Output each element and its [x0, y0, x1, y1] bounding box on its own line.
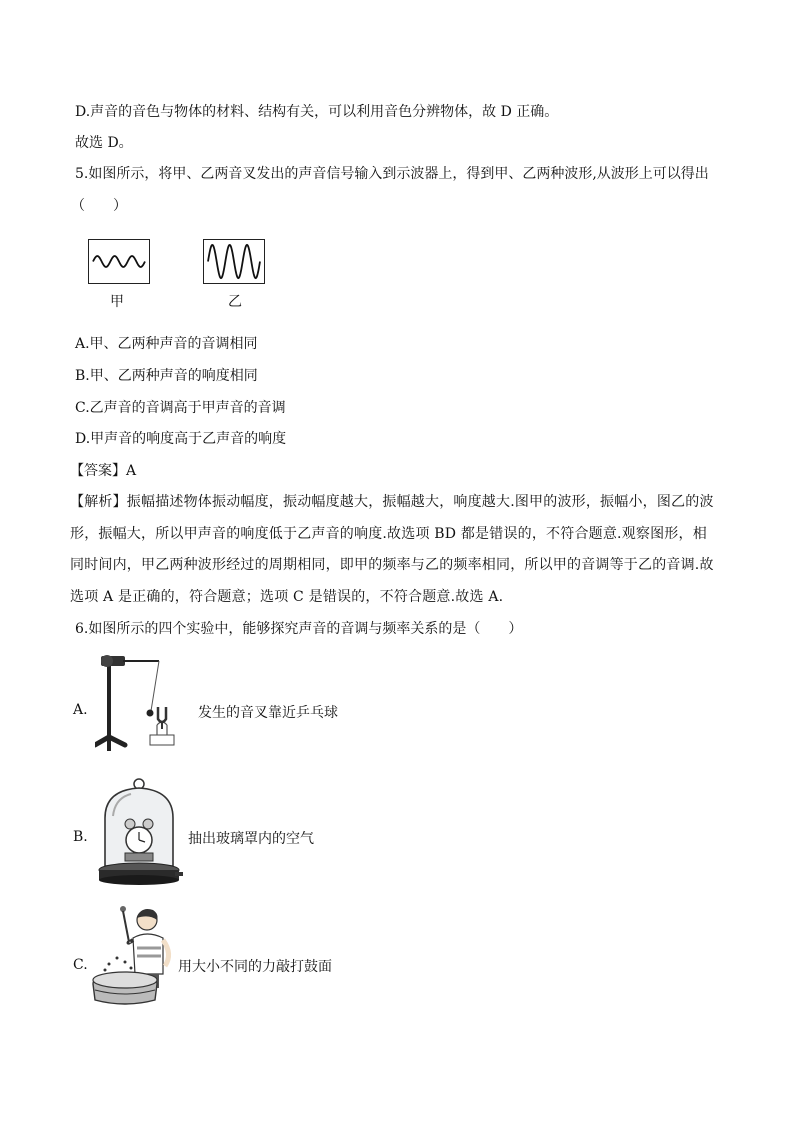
q6-option-c-caption: 用大小不同的力敲打鼓面 — [178, 959, 332, 975]
bell-jar-clock-icon — [95, 776, 183, 888]
option-d-text: D.甲声音的响度高于乙声音的响度 — [75, 431, 287, 447]
waveform-yi-box — [203, 239, 265, 284]
q6-option-a-caption: 发生的音叉靠近乒乓球 — [198, 705, 338, 721]
q6-option-c-letter: C. — [73, 957, 88, 973]
q6-option-b-caption: 抽出玻璃罩内的空气 — [188, 831, 314, 847]
q6-option-b-letter: B. — [73, 829, 88, 845]
question-5-blank: （ ） — [71, 198, 127, 214]
child-drum-icon — [89, 904, 179, 1014]
q6-option-a-letter: A. — [73, 702, 88, 718]
waveform-yi — [208, 245, 260, 278]
answer-label: 【答案】A — [70, 463, 137, 479]
question-6-stem: 6.如图所示的四个实验中，能够探究声音的音调与频率关系的是（ ） — [75, 621, 523, 637]
option-b-text: B.甲、乙两种声音的响度相同 — [75, 368, 258, 384]
analysis-paragraph: 【解析】振幅描述物体振动幅度，振动幅度越大，振幅越大，响度越大.图甲的波形，振幅小，图乙的波形，振幅大，所以甲声音的响度低于乙声音的响度.故选项 BD 都是错误的，不符合题意.观察图形，相同时间内，甲乙两种波形经过的周期相同，即甲的频率与乙的频率相同，所以甲的音调等于乙的音调.故选项 A 是正确的，符合题意；选项 C 是错误的，不符合题意.故选 A. — [70, 494, 714, 605]
waveform-jia-label: 甲 — [110, 294, 124, 310]
waveform-jia-box — [88, 239, 150, 284]
question-5-stem: 5.如图所示，将甲、乙两音叉发出的声音信号输入到示波器上，得到甲、乙两种波形,从波形上可以得出 — [75, 166, 709, 182]
text-option-d-explanation: D.声音的音色与物体的材料、结构有关，可以利用音色分辨物体，故 D 正确。 — [75, 104, 559, 120]
waveform-yi-label: 乙 — [228, 294, 242, 310]
option-a-text: A.甲、乙两种声音的音调相同 — [75, 336, 258, 352]
text-choose-d: 故选 D。 — [75, 135, 133, 151]
waveform-jia — [93, 256, 145, 267]
option-c-text: C.乙声音的音调高于甲声音的音调 — [75, 400, 286, 416]
tuning-fork-pendulum-icon — [95, 653, 190, 753]
